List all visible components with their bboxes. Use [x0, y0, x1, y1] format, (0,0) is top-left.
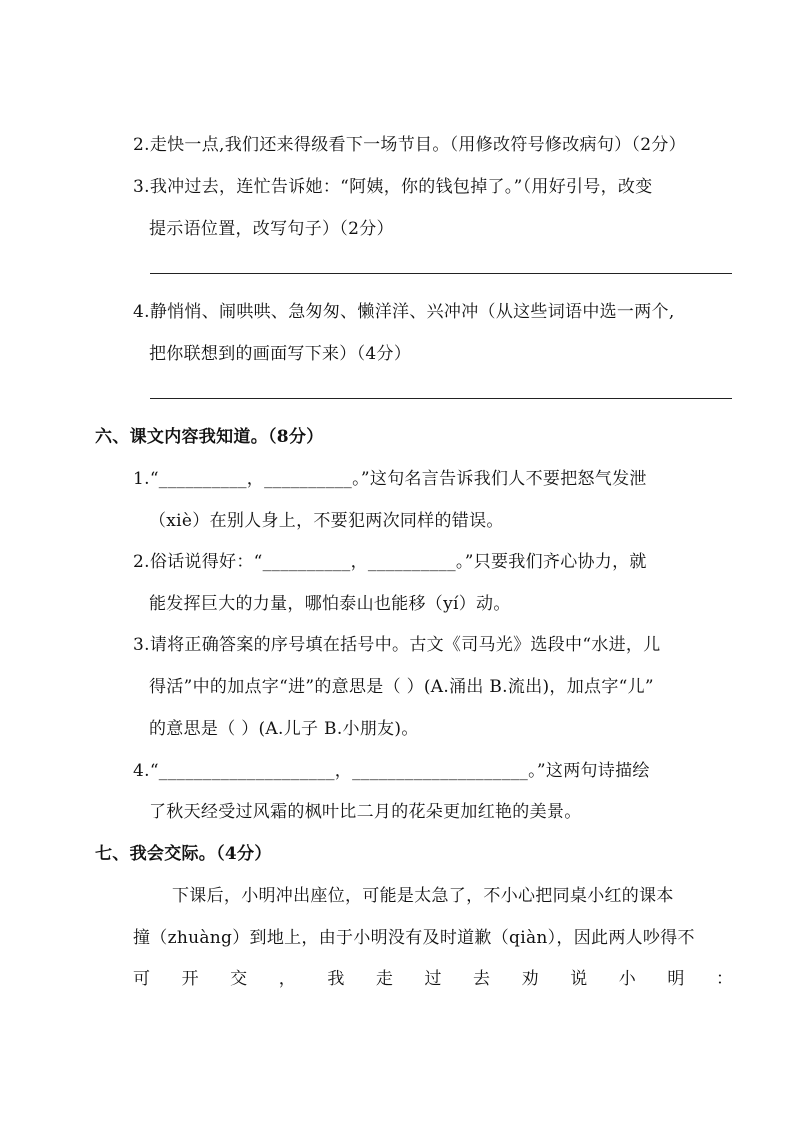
- question-5-2: 2.走快一点,我们还来得级看下一场节目。（用修改符号修改病句）（2分）: [133, 135, 686, 155]
- char: 我: [327, 969, 345, 989]
- question-6-1: 1.“__________，__________。”这句名言告诉我们人不要把怒气发泄: [133, 469, 647, 489]
- section-7-title: 七、我会交际。（4分）: [95, 844, 272, 864]
- char: ，: [278, 969, 296, 989]
- char: 去: [473, 969, 491, 989]
- question-6-2: 2.俗话说得好：“__________，__________。”只要我们齐心协力，就: [133, 552, 647, 572]
- question-6-3: 3.请将正确答案的序号填在括号中。古文《司马光》选段中“水进，儿: [133, 635, 661, 655]
- char: 明: [667, 969, 685, 989]
- char: 可: [133, 969, 150, 989]
- question-6-3-cont: 得活”中的加点字“进”的意思是（ ）(A.涌出 B.流出)，加点字“儿”: [149, 677, 654, 697]
- paragraph-7-line-2: 撞（zhuàng）到地上，由于小明没有及时道歉（qiàn），因此两人吵得不: [133, 928, 695, 948]
- section-6-title: 六、课文内容我知道。（8分）: [95, 427, 324, 447]
- question-5-4: 4.静悄悄、闹哄哄、急匆匆、懒洋洋、兴冲冲（从这些词语中选一两个,: [133, 302, 675, 322]
- answer-line-5-3[interactable]: [150, 273, 732, 274]
- question-6-1-cont: （xiè）在别人身上，不要犯两次同样的错误。: [149, 511, 504, 531]
- question-6-2-cont: 能发挥巨大的力量，哪怕泰山也能移（yí）动。: [149, 594, 511, 614]
- char: 走: [375, 969, 393, 989]
- question-5-4-cont: 把你联想到的画面写下来）（4分）: [149, 344, 412, 364]
- char: 交: [230, 969, 248, 989]
- char: 开: [181, 969, 199, 989]
- char: 过: [424, 969, 442, 989]
- question-6-4-cont: 了秋天经受过风霜的枫叶比二月的花朵更加红艳的美景。: [149, 802, 582, 822]
- question-6-4: 4.“____________________，____________________。”这两句诗描绘: [133, 761, 650, 781]
- question-6-3-cont2: 的意思是（ ）(A.儿子 B.小朋友)。: [149, 719, 419, 739]
- paragraph-7-line-1: 下课后，小明冲出座位，可能是太急了，不小心把同桌小红的课本: [172, 886, 674, 906]
- question-5-3-cont: 提示语位置，改写句子）（2分）: [149, 219, 394, 239]
- answer-line-5-4[interactable]: [150, 398, 732, 399]
- char: ：: [715, 969, 733, 989]
- paragraph-7-line-3: [133, 967, 733, 991]
- char: 劝: [521, 969, 539, 989]
- question-5-3: 3.我冲过去，连忙告诉她：“阿姨，你的钱包掉了。”（用好引号，改变: [133, 177, 653, 197]
- char: 小: [618, 969, 636, 989]
- char: 说: [570, 969, 588, 989]
